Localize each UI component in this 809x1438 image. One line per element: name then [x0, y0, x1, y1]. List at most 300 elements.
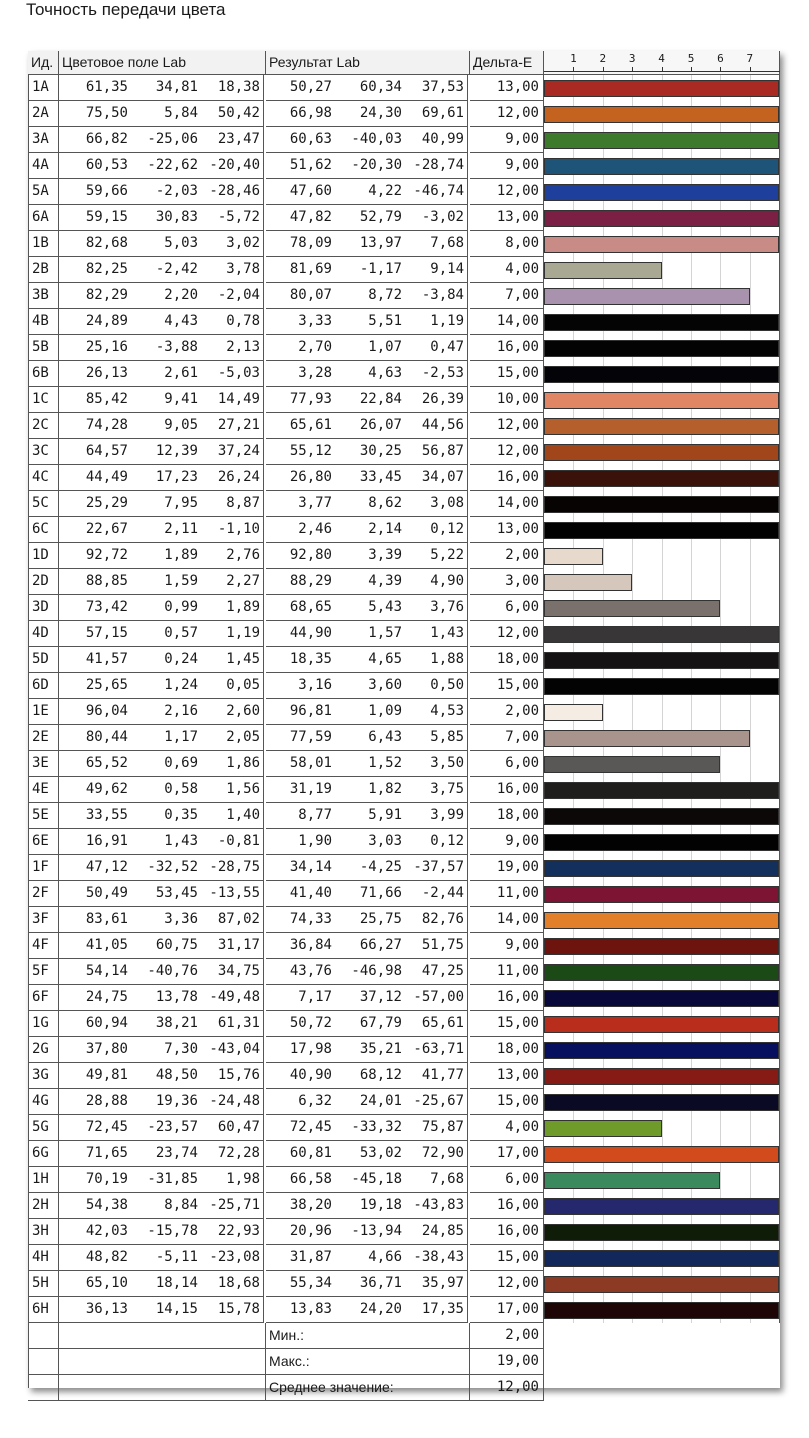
- result-lab-value: 5,85: [405, 725, 468, 751]
- target-lab-value: 2,05: [201, 725, 264, 751]
- result-lab-value: 60,81: [266, 1141, 335, 1167]
- result-lab-value: 60,34: [335, 75, 405, 101]
- delta-e-value: 17,00: [470, 1141, 544, 1167]
- delta-e-value: 18,00: [470, 647, 544, 673]
- delta-e-value: 16,00: [470, 1193, 544, 1219]
- result-lab-value: 4,63: [335, 361, 405, 387]
- delta-e-value: 15,00: [470, 673, 544, 699]
- target-lab-value: 1,56: [201, 777, 264, 803]
- delta-e-bar: [544, 652, 779, 669]
- result-lab-value: 26,80: [266, 465, 335, 491]
- result-lab-value: -4,25: [335, 855, 405, 881]
- result-lab-value: 80,07: [266, 283, 335, 309]
- result-lab-value: 3,08: [405, 491, 468, 517]
- target-lab-value: 70,19: [59, 1167, 131, 1193]
- target-lab-value: 1,24: [131, 673, 201, 699]
- target-lab-value: 54,14: [59, 959, 131, 985]
- target-lab-value: 2,76: [201, 543, 264, 569]
- delta-e-bar: [544, 1016, 779, 1033]
- result-lab-value: 3,28: [266, 361, 335, 387]
- target-lab-value: 34,75: [201, 959, 264, 985]
- target-lab-value: 85,42: [59, 387, 131, 413]
- delta-e-bar: [544, 548, 603, 565]
- target-lab-value: 65,10: [59, 1271, 131, 1297]
- result-lab-value: 43,76: [266, 959, 335, 985]
- delta-e-bar: [544, 80, 779, 97]
- table-row-id: 6C: [28, 517, 59, 543]
- table-row-id: 2D: [28, 569, 59, 595]
- result-lab-value: 31,87: [266, 1245, 335, 1271]
- chart-gridline: [691, 75, 692, 1323]
- result-lab-value: 35,97: [405, 1271, 468, 1297]
- table-row-id: 3D: [28, 595, 59, 621]
- result-lab-value: 26,07: [335, 413, 405, 439]
- result-lab-value: 0,50: [405, 673, 468, 699]
- target-lab-value: 82,25: [59, 257, 131, 283]
- column-header-id: Ид.: [28, 51, 59, 75]
- delta-e-value: 12,00: [470, 413, 544, 439]
- target-lab-value: 54,38: [59, 1193, 131, 1219]
- result-lab-value: 3,16: [266, 673, 335, 699]
- table-row-id: 6B: [28, 361, 59, 387]
- result-lab-value: 36,71: [335, 1271, 405, 1297]
- chart-tick-label: 4: [658, 52, 665, 65]
- summary-id-cell: [28, 1375, 59, 1401]
- delta-e-value: 6,00: [470, 1167, 544, 1193]
- result-lab-value: 2,46: [266, 517, 335, 543]
- target-lab-value: 1,19: [201, 621, 264, 647]
- table-row-id: 1B: [28, 231, 59, 257]
- delta-e-bar: [544, 158, 779, 175]
- target-lab-value: 23,47: [201, 127, 264, 153]
- result-lab-value: 1,19: [405, 309, 468, 335]
- table-row-id: 1H: [28, 1167, 59, 1193]
- result-lab-value: -46,74: [405, 179, 468, 205]
- result-lab-value: 66,27: [335, 933, 405, 959]
- delta-e-bar: [544, 470, 779, 487]
- target-lab-value: 2,16: [131, 699, 201, 725]
- table-row-id: 4C: [28, 465, 59, 491]
- result-lab-value: 47,25: [405, 959, 468, 985]
- table-row-id: 5D: [28, 647, 59, 673]
- delta-e-bar: [544, 574, 632, 591]
- delta-e-bar: [544, 106, 779, 123]
- table-row-id: 4A: [28, 153, 59, 179]
- summary-label: Среднее значение:: [266, 1375, 470, 1401]
- result-lab-value: 7,68: [405, 231, 468, 257]
- target-lab-value: 61,31: [201, 1011, 264, 1037]
- target-lab-value: 0,05: [201, 673, 264, 699]
- delta-e-bar: [544, 886, 779, 903]
- delta-e-value: 15,00: [470, 361, 544, 387]
- target-lab-value: -5,03: [201, 361, 264, 387]
- delta-e-value: 4,00: [470, 257, 544, 283]
- target-lab-value: 31,17: [201, 933, 264, 959]
- result-lab-value: 3,03: [335, 829, 405, 855]
- result-lab-value: 1,43: [405, 621, 468, 647]
- delta-e-bar: [544, 1172, 720, 1189]
- summary-value: 2,00: [470, 1323, 544, 1349]
- result-lab-value: 26,39: [405, 387, 468, 413]
- delta-e-bar: [544, 1198, 779, 1215]
- target-lab-value: 48,82: [59, 1245, 131, 1271]
- delta-e-value: 9,00: [470, 933, 544, 959]
- delta-e-bar: [544, 366, 779, 383]
- result-lab-value: 17,35: [405, 1297, 468, 1323]
- result-lab-value: 3,33: [266, 309, 335, 335]
- target-lab-value: 24,89: [59, 309, 131, 335]
- result-lab-value: 1,07: [335, 335, 405, 361]
- target-lab-value: 75,50: [59, 101, 131, 127]
- target-lab-value: -40,76: [131, 959, 201, 985]
- target-lab-value: 0,57: [131, 621, 201, 647]
- result-lab-value: 0,47: [405, 335, 468, 361]
- result-lab-value: -63,71: [405, 1037, 468, 1063]
- delta-e-value: 14,00: [470, 491, 544, 517]
- delta-e-value: 7,00: [470, 725, 544, 751]
- result-lab-value: 35,21: [335, 1037, 405, 1063]
- delta-e-bar: [544, 678, 779, 695]
- delta-e-value: 6,00: [470, 595, 544, 621]
- table-row-id: 4G: [28, 1089, 59, 1115]
- summary-label: Мин.:: [266, 1323, 470, 1349]
- result-lab-value: 37,53: [405, 75, 468, 101]
- result-lab-value: 2,14: [335, 517, 405, 543]
- result-lab-value: -38,43: [405, 1245, 468, 1271]
- target-lab-value: 60,94: [59, 1011, 131, 1037]
- result-lab-value: 92,80: [266, 543, 335, 569]
- target-lab-value: 49,62: [59, 777, 131, 803]
- result-lab-value: 3,77: [266, 491, 335, 517]
- target-lab-value: 9,41: [131, 387, 201, 413]
- result-lab-value: 40,90: [266, 1063, 335, 1089]
- target-lab-value: 0,24: [131, 647, 201, 673]
- target-lab-value: 33,55: [59, 803, 131, 829]
- target-lab-value: 3,36: [131, 907, 201, 933]
- target-lab-value: 22,93: [201, 1219, 264, 1245]
- delta-e-value: 18,00: [470, 803, 544, 829]
- target-lab-value: 1,89: [131, 543, 201, 569]
- result-lab-value: -28,74: [405, 153, 468, 179]
- delta-e-bar: [544, 756, 720, 773]
- table-row-id: 5F: [28, 959, 59, 985]
- target-lab-value: -23,57: [131, 1115, 201, 1141]
- target-lab-value: 2,13: [201, 335, 264, 361]
- target-lab-value: 2,27: [201, 569, 264, 595]
- result-lab-value: 4,39: [335, 569, 405, 595]
- delta-e-bar: [544, 1302, 779, 1319]
- result-lab-value: 40,99: [405, 127, 468, 153]
- table-row-id: 3E: [28, 751, 59, 777]
- target-lab-value: 25,16: [59, 335, 131, 361]
- table-row-id: 3G: [28, 1063, 59, 1089]
- delta-e-value: 13,00: [470, 1063, 544, 1089]
- target-lab-value: -0,81: [201, 829, 264, 855]
- result-lab-value: 20,96: [266, 1219, 335, 1245]
- target-lab-value: 7,95: [131, 491, 201, 517]
- delta-e-value: 3,00: [470, 569, 544, 595]
- result-lab-value: 81,69: [266, 257, 335, 283]
- result-lab-value: 69,61: [405, 101, 468, 127]
- result-lab-value: -33,32: [335, 1115, 405, 1141]
- target-lab-value: 30,83: [131, 205, 201, 231]
- target-lab-value: 2,11: [131, 517, 201, 543]
- result-lab-value: 60,63: [266, 127, 335, 153]
- target-lab-value: 15,78: [201, 1297, 264, 1323]
- result-lab-value: 34,14: [266, 855, 335, 881]
- target-lab-value: 0,99: [131, 595, 201, 621]
- delta-e-bar: [544, 1068, 779, 1085]
- result-lab-value: 30,25: [335, 439, 405, 465]
- result-lab-value: 33,45: [335, 465, 405, 491]
- target-lab-value: 1,86: [201, 751, 264, 777]
- target-lab-value: 60,47: [201, 1115, 264, 1141]
- table-row-id: 4E: [28, 777, 59, 803]
- table-row-id: 3H: [28, 1219, 59, 1245]
- table-row-id: 4B: [28, 309, 59, 335]
- delta-e-value: 12,00: [470, 439, 544, 465]
- target-lab-value: 3,02: [201, 231, 264, 257]
- delta-e-bar: [544, 340, 779, 357]
- delta-e-bar: [544, 1042, 779, 1059]
- result-lab-value: 1,52: [335, 751, 405, 777]
- delta-e-value: 12,00: [470, 101, 544, 127]
- target-lab-value: -43,04: [201, 1037, 264, 1063]
- target-lab-value: 1,40: [201, 803, 264, 829]
- table-row-id: 4D: [28, 621, 59, 647]
- delta-e-bar: [544, 522, 779, 539]
- chart-tick-label: 5: [687, 52, 695, 65]
- result-lab-value: 8,77: [266, 803, 335, 829]
- target-lab-value: 2,61: [131, 361, 201, 387]
- result-lab-value: 67,79: [335, 1011, 405, 1037]
- target-lab-value: 49,81: [59, 1063, 131, 1089]
- target-lab-value: 34,81: [131, 75, 201, 101]
- result-lab-value: 5,43: [335, 595, 405, 621]
- chart-gridline: [662, 75, 663, 1323]
- result-lab-value: -43,83: [405, 1193, 468, 1219]
- result-lab-value: 5,22: [405, 543, 468, 569]
- target-lab-value: -28,46: [201, 179, 264, 205]
- target-lab-value: 80,44: [59, 725, 131, 751]
- target-lab-value: 17,23: [131, 465, 201, 491]
- target-lab-value: 60,75: [131, 933, 201, 959]
- result-lab-value: 37,12: [335, 985, 405, 1011]
- delta-e-value: 12,00: [470, 621, 544, 647]
- result-lab-value: 51,62: [266, 153, 335, 179]
- result-lab-value: -46,98: [335, 959, 405, 985]
- table-row-id: 3C: [28, 439, 59, 465]
- result-lab-value: 5,91: [335, 803, 405, 829]
- summary-target-cell: [59, 1349, 266, 1375]
- target-lab-value: 92,72: [59, 543, 131, 569]
- table-row-id: 6E: [28, 829, 59, 855]
- result-lab-value: 7,68: [405, 1167, 468, 1193]
- table-row-id: 2F: [28, 881, 59, 907]
- delta-e-bar: [544, 938, 779, 955]
- result-lab-value: 1,88: [405, 647, 468, 673]
- target-lab-value: -49,48: [201, 985, 264, 1011]
- target-lab-value: -28,75: [201, 855, 264, 881]
- summary-value: 19,00: [470, 1349, 544, 1375]
- delta-e-bar: [544, 990, 779, 1007]
- delta-e-bar: [544, 132, 779, 149]
- result-lab-value: 77,59: [266, 725, 335, 751]
- delta-e-value: 16,00: [470, 777, 544, 803]
- result-lab-value: 18,35: [266, 647, 335, 673]
- result-lab-value: 51,75: [405, 933, 468, 959]
- table-row-id: 5H: [28, 1271, 59, 1297]
- result-lab-value: 3,39: [335, 543, 405, 569]
- target-lab-value: 42,03: [59, 1219, 131, 1245]
- target-lab-value: 8,84: [131, 1193, 201, 1219]
- result-lab-value: 3,60: [335, 673, 405, 699]
- target-lab-value: 25,65: [59, 673, 131, 699]
- delta-e-bar: [544, 210, 779, 227]
- delta-e-bar: [544, 1276, 779, 1293]
- result-lab-value: 25,75: [335, 907, 405, 933]
- delta-e-bar: [544, 730, 750, 747]
- target-lab-value: 50,42: [201, 101, 264, 127]
- result-lab-value: 1,09: [335, 699, 405, 725]
- target-lab-value: -13,55: [201, 881, 264, 907]
- table-row-id: 2C: [28, 413, 59, 439]
- result-lab-value: 1,57: [335, 621, 405, 647]
- target-lab-value: 88,85: [59, 569, 131, 595]
- delta-e-bar: [544, 236, 779, 253]
- table-row-id: 2B: [28, 257, 59, 283]
- result-lab-value: 82,76: [405, 907, 468, 933]
- target-lab-value: 2,20: [131, 283, 201, 309]
- target-lab-value: 60,53: [59, 153, 131, 179]
- delta-e-bar: [544, 184, 779, 201]
- summary-target-cell: [59, 1375, 266, 1401]
- target-lab-value: 87,02: [201, 907, 264, 933]
- result-lab-value: 4,90: [405, 569, 468, 595]
- target-lab-value: 36,13: [59, 1297, 131, 1323]
- table-row-id: 5G: [28, 1115, 59, 1141]
- delta-e-bar: [544, 782, 779, 799]
- target-lab-value: 3,78: [201, 257, 264, 283]
- delta-e-value: 13,00: [470, 75, 544, 101]
- delta-e-value: 16,00: [470, 465, 544, 491]
- chart-tick-label: 3: [628, 52, 636, 65]
- target-lab-value: -22,62: [131, 153, 201, 179]
- target-lab-value: 1,89: [201, 595, 264, 621]
- target-lab-value: 18,68: [201, 1271, 264, 1297]
- target-lab-value: 61,35: [59, 75, 131, 101]
- result-lab-value: 34,07: [405, 465, 468, 491]
- target-lab-value: 57,15: [59, 621, 131, 647]
- target-lab-value: 72,45: [59, 1115, 131, 1141]
- result-lab-value: 88,29: [266, 569, 335, 595]
- result-lab-value: 4,66: [335, 1245, 405, 1271]
- target-lab-value: 41,57: [59, 647, 131, 673]
- table-row-id: 3B: [28, 283, 59, 309]
- delta-e-value: 19,00: [470, 855, 544, 881]
- result-lab-value: 72,45: [266, 1115, 335, 1141]
- target-lab-value: 0,78: [201, 309, 264, 335]
- result-lab-value: 71,66: [335, 881, 405, 907]
- target-lab-value: 37,80: [59, 1037, 131, 1063]
- target-lab-value: -1,10: [201, 517, 264, 543]
- result-lab-value: 6,32: [266, 1089, 335, 1115]
- result-lab-value: 3,76: [405, 595, 468, 621]
- target-lab-value: 64,57: [59, 439, 131, 465]
- target-lab-value: 25,29: [59, 491, 131, 517]
- result-lab-value: 58,01: [266, 751, 335, 777]
- result-lab-value: 0,12: [405, 829, 468, 855]
- target-lab-value: 1,98: [201, 1167, 264, 1193]
- target-lab-value: 72,28: [201, 1141, 264, 1167]
- result-lab-value: 5,51: [335, 309, 405, 335]
- table-row-id: 1A: [28, 75, 59, 101]
- target-lab-value: 14,15: [131, 1297, 201, 1323]
- result-lab-value: 17,98: [266, 1037, 335, 1063]
- page-title: Точность передачи цвета: [26, 0, 226, 19]
- delta-e-bar: [544, 1250, 779, 1267]
- delta-e-bar: [544, 964, 779, 981]
- table-row-id: 6F: [28, 985, 59, 1011]
- result-lab-value: 72,90: [405, 1141, 468, 1167]
- result-lab-value: 55,12: [266, 439, 335, 465]
- column-header-target-lab: Цветовое поле Lab: [59, 51, 266, 75]
- target-lab-value: 66,82: [59, 127, 131, 153]
- delta-e-bar: [544, 600, 720, 617]
- result-lab-value: -2,44: [405, 881, 468, 907]
- target-lab-value: 23,74: [131, 1141, 201, 1167]
- delta-e-value: 14,00: [470, 907, 544, 933]
- target-lab-value: -5,72: [201, 205, 264, 231]
- target-lab-value: 26,24: [201, 465, 264, 491]
- result-lab-value: 7,17: [266, 985, 335, 1011]
- target-lab-value: 7,30: [131, 1037, 201, 1063]
- table-row-id: 3A: [28, 127, 59, 153]
- table-row-id: 4H: [28, 1245, 59, 1271]
- result-lab-value: -2,53: [405, 361, 468, 387]
- target-lab-value: 44,49: [59, 465, 131, 491]
- delta-e-value: 12,00: [470, 179, 544, 205]
- result-lab-value: 24,85: [405, 1219, 468, 1245]
- delta-e-value: 7,00: [470, 283, 544, 309]
- delta-e-bar: [544, 496, 779, 513]
- delta-e-value: 16,00: [470, 985, 544, 1011]
- target-lab-value: 18,14: [131, 1271, 201, 1297]
- result-lab-value: 24,01: [335, 1089, 405, 1115]
- result-lab-value: 1,82: [335, 777, 405, 803]
- delta-e-value: 11,00: [470, 881, 544, 907]
- delta-e-bar: [544, 418, 779, 435]
- delta-e-value: 17,00: [470, 1297, 544, 1323]
- delta-e-value: 15,00: [470, 1011, 544, 1037]
- target-lab-value: 74,28: [59, 413, 131, 439]
- chart-tick-label: 7: [746, 52, 754, 65]
- table-row-id: 5A: [28, 179, 59, 205]
- delta-e-bar: [544, 704, 603, 721]
- result-lab-value: 24,20: [335, 1297, 405, 1323]
- target-lab-value: 19,36: [131, 1089, 201, 1115]
- target-lab-value: 22,67: [59, 517, 131, 543]
- result-lab-value: -20,30: [335, 153, 405, 179]
- result-lab-value: 41,40: [266, 881, 335, 907]
- result-lab-value: 3,99: [405, 803, 468, 829]
- result-lab-value: 78,09: [266, 231, 335, 257]
- table-row-id: 6D: [28, 673, 59, 699]
- target-lab-value: -23,08: [201, 1245, 264, 1271]
- delta-e-value: 4,00: [470, 1115, 544, 1141]
- result-lab-value: 24,30: [335, 101, 405, 127]
- result-lab-value: -40,03: [335, 127, 405, 153]
